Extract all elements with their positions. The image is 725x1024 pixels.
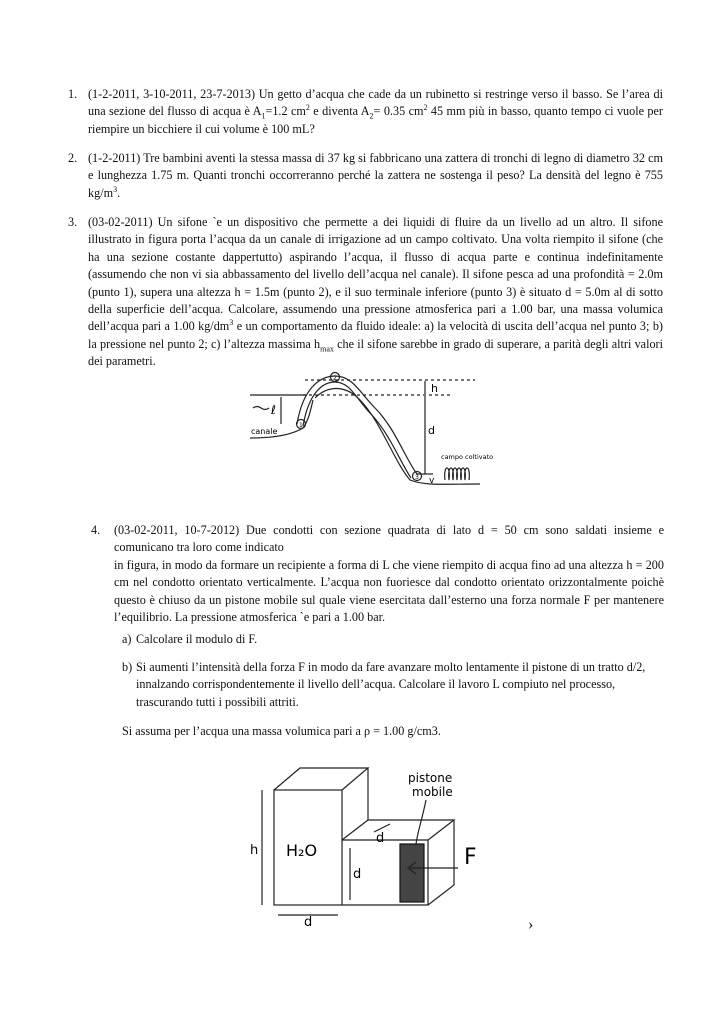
label-point-2: 2 <box>333 375 337 382</box>
problem-1-number: 1. <box>68 87 78 101</box>
horizontal-duct-end <box>428 820 454 905</box>
problem-1-text-e: 45 mm più in basso, quanto tempo ci vuole per riempire un bicchiere il cui volume è 100 mL? <box>88 104 663 136</box>
superscript: 3 <box>113 184 118 194</box>
problem-3-text <box>88 214 663 371</box>
problem-2-text <box>88 150 663 202</box>
superscript: 2 <box>423 103 428 113</box>
piston <box>400 844 424 902</box>
pistone-pointer <box>416 800 426 844</box>
problem-3-text-b: e un comportamento da fluido ideale: a) la velocità di uscita dell’acqua nel punto 3; b) la pressione nel punto 2; c) l’altezza massima h <box>88 319 663 351</box>
problem-3-text-c: che il sifone sarebbe in grado di superare, a parità degli altri valori dei parametri. <box>88 336 663 369</box>
label-mobile: mobile <box>412 785 453 799</box>
superscript: 2 <box>305 103 310 113</box>
density-note: Si assuma per l’acqua una massa volumica pari a ρ = 1.00 g/cm3. <box>122 724 441 738</box>
label-point-1: 1 <box>299 422 303 429</box>
problem-1-text-d: = 0.35 cm <box>373 104 424 119</box>
page-mark: › <box>528 916 534 933</box>
superscript: 3 <box>229 318 234 328</box>
subscript: max <box>320 344 334 354</box>
horizontal-duct-top <box>342 820 454 840</box>
problem-3-text-a: (03-02-2011) Un sifone `e un dispositivo che permette a dei liquidi di fluire da un livello ad un altro. Il sifone illustrato in figura porta l’acqua da un canale di irrigazione ad un campo coltivato. Una volta riempito il sifone (che ha una sezione costante dappertutto) aspirando l’acqua, il flusso di acqua parte e continua indefinitamente (assumendo che non vi sia abbassamento del livello dell’acqua nel canale). Il sifone pesca ad una profondità = 2.0m (punto 1), supera una altezza h = 1.5m (punto 2), e il suo terminale inferiore (punto 3) è situato d = 5.0m al di sotto della superficie dell’acqua. Calcolare, assumendo una pressione atmosferica pari a 1.00 bar, una massa volumica dell’acqua pari a 1.00 kg/dm <box>88 215 663 334</box>
problem-2-text-a: (1-2-2011) Tre bambini aventi la stessa massa di 37 kg si fabbricano una zattera di tronchi di legno di diametro 32 cm e lunghezza 1.75 m. Quanti tronchi occorreranno perché la zattera ne sostenga il peso? La densità del legno è 755 kg/m <box>88 151 663 200</box>
label-force-F: F <box>464 845 477 870</box>
label-v: v <box>429 476 435 486</box>
label-campo-coltivato: campo coltivato <box>441 453 494 461</box>
part-a-label: a) <box>122 632 132 646</box>
subscript: 1 <box>261 111 266 121</box>
problem-1-text-c: e diventa A <box>309 104 370 119</box>
problem-1-text-a: (1-2-2011, 3-10-2011, 23-7-2013) Un getto d’acqua che cade da un rubinetto si restringe verso il basso. Se l’area di una sezione del flusso di acqua è A <box>88 87 663 119</box>
label-point-3: 3 <box>415 474 419 481</box>
problem-1-text-b: =1.2 cm <box>265 104 306 119</box>
problem-2-text-b: . <box>117 185 121 200</box>
part-b-label: b) <box>122 660 133 674</box>
label-canale: canale <box>251 427 278 436</box>
label-pistone: pistone <box>408 771 453 785</box>
label-h: h <box>250 843 259 858</box>
problem-4-number: 4. <box>91 523 101 537</box>
l-container-figure <box>250 760 500 930</box>
part-a-text: Calcolare il modulo di F. <box>136 632 258 646</box>
problem-4-line2: in figura, in modo da formare un recipiente a forma di L che viene riempito di acqua fino ad una altezza h = 200 cm nel condotto orientato verticalmente. L’acqua non fuoriesce dal condotto orientato orizzontalmente poichè questo è chiuso da un pistone mobile sul quale viene esercitata dall’esterno una forza normale F per mantenere l’equilibrio. La pressione atmosferica `e pari a 1.00 bar. <box>114 558 664 625</box>
siphon-tube-outer <box>297 376 417 474</box>
subscript: 2 <box>369 111 374 121</box>
problem-1-text <box>88 86 663 138</box>
label-d-horizontal: d <box>304 915 313 930</box>
part-b-text: Si aumenti l’intensità della forza F in modo da fare avanzare molto lentamente il pistone di un tratto d/2, innalzando corrispondentemente il livello dell’acqua. Calcolare il lavoro L compiuto nel processo, trascurando tutti i possibili attriti. <box>136 660 646 709</box>
label-l: ℓ <box>271 403 276 417</box>
crops-coil <box>445 468 470 480</box>
problem-3-number: 3. <box>68 215 78 229</box>
label-d-vertical: d <box>353 867 362 882</box>
siphon-figure <box>245 368 494 493</box>
label-d-depth: d <box>376 831 385 846</box>
label-h2o: H₂O <box>286 841 318 860</box>
label-h: h <box>431 382 438 395</box>
ground-profile <box>315 389 480 485</box>
water-wave <box>253 407 269 410</box>
problem-2-number: 2. <box>68 151 78 165</box>
vertical-column-top <box>274 768 368 790</box>
label-d: d <box>428 424 435 437</box>
problem-4-line1: (03-02-2011, 10-7-2012) Due condotti con sezione quadrata di lato d = 50 cm sono saldati insieme e comunicano tra loro come indicato <box>114 523 664 555</box>
